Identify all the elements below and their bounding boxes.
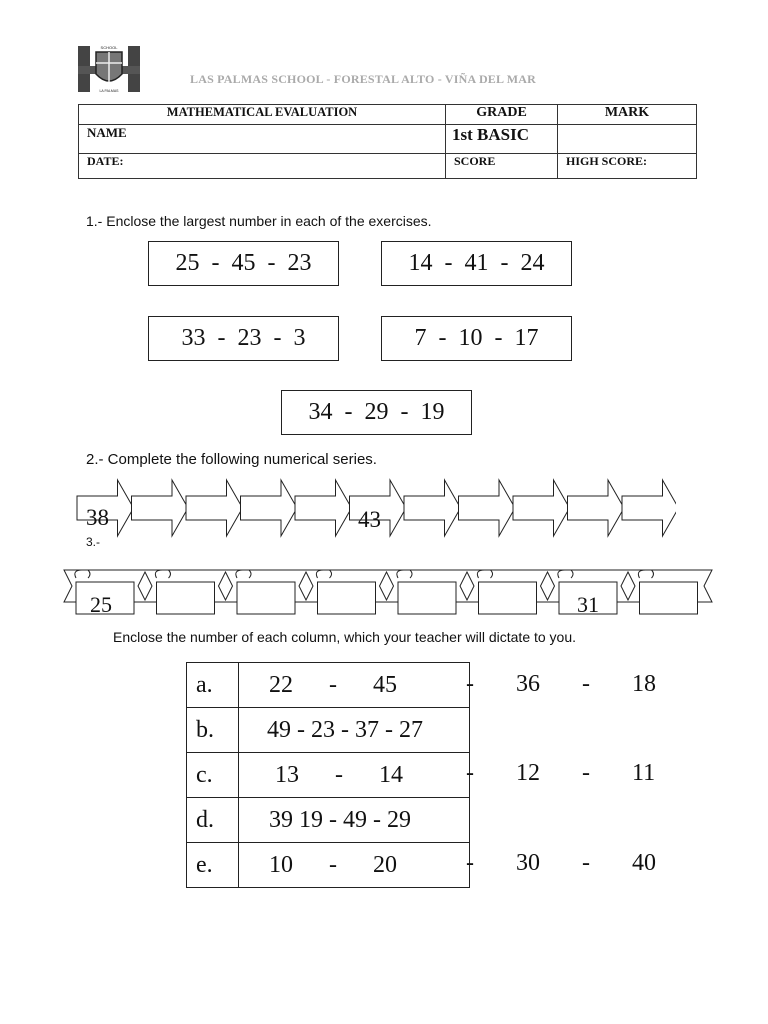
mark-field[interactable]: [558, 125, 697, 154]
row-c-extra-numbers[interactable]: - 12 - 11: [466, 760, 656, 786]
row-numbers[interactable]: 10 - 20: [239, 843, 470, 888]
arrow-step-box[interactable]: [295, 480, 352, 536]
row-letter: b.: [187, 708, 239, 753]
arrow-step-box[interactable]: [404, 480, 461, 536]
ribbon-curl: [638, 570, 653, 578]
row-numbers[interactable]: 13 - 14: [239, 753, 470, 798]
arrow-step-box[interactable]: [241, 480, 298, 536]
ribbon-answer-box[interactable]: [318, 582, 376, 614]
row-numbers[interactable]: 22 - 45: [239, 663, 470, 708]
logo-text-top: SCHOOL: [100, 45, 118, 50]
ribbon-curl: [558, 570, 573, 578]
name-label: NAME: [87, 125, 127, 140]
row-letter: d.: [187, 798, 239, 843]
ribbon-curl: [477, 570, 492, 578]
name-field[interactable]: [79, 125, 446, 154]
grade-label: GRADE: [446, 105, 558, 125]
ribbon-curl: [75, 570, 90, 578]
number-box-1[interactable]: 25 - 45 - 23: [148, 241, 339, 286]
arrow-step-box[interactable]: [622, 480, 676, 536]
row-letter: c.: [187, 753, 239, 798]
ribbon-curl: [236, 570, 251, 578]
exercise3-label: 3.-: [86, 535, 101, 549]
dictation-row: [187, 708, 470, 753]
ribbon-curl: [397, 570, 412, 578]
row-numbers[interactable]: 39 19 - 49 - 29: [239, 798, 470, 843]
dictation-row: [187, 753, 470, 798]
date-label: DATE:: [87, 154, 124, 168]
number-box-4[interactable]: 7 - 10 - 17: [381, 316, 572, 361]
row-a-extra-numbers[interactable]: - 36 - 18: [466, 671, 656, 697]
ribbon-value-late: 31: [577, 592, 599, 617]
ribbon-answer-box[interactable]: [157, 582, 215, 614]
high-score-label: HIGH SCORE:: [566, 154, 648, 168]
number-box-2[interactable]: 14 - 41 - 24: [381, 241, 572, 286]
exercise4-instruction: Enclose the number of each column, which your teacher will dictate to you.: [113, 629, 577, 645]
arrow-step-box[interactable]: [513, 480, 570, 536]
row-letter: a.: [187, 663, 239, 708]
date-field[interactable]: [79, 154, 446, 179]
ribbon-answer-box[interactable]: [237, 582, 295, 614]
arrow-step-box[interactable]: [132, 480, 189, 536]
ribbon-answer-box[interactable]: [479, 582, 537, 614]
ribbon-curl: [155, 570, 170, 578]
exercise2-instruction: 2.- Complete the following numerical series.: [86, 451, 377, 468]
dictation-row: [187, 663, 470, 708]
arrow-step-box[interactable]: [459, 480, 516, 536]
logo-text-bottom: LA PALMAS: [99, 89, 119, 93]
number-box-3[interactable]: 33 - 23 - 3: [148, 316, 339, 361]
arrow-value-start: 38: [86, 505, 109, 530]
school-crest-logo: [74, 44, 144, 94]
row-numbers[interactable]: 49 - 23 - 37 - 27: [239, 708, 470, 753]
ribbon-answer-box[interactable]: [640, 582, 698, 614]
score-field[interactable]: [446, 154, 558, 179]
arrow-step-box[interactable]: [186, 480, 243, 536]
score-label: SCORE: [454, 154, 496, 168]
mark-label: MARK: [558, 105, 697, 125]
exercise1-instruction: 1.- Enclose the largest number in each of the exercises.: [86, 213, 432, 229]
evaluation-title: MATHEMATICAL EVALUATION: [79, 105, 446, 125]
grade-value: 1st BASIC: [446, 125, 558, 154]
evaluation-info-table: [78, 104, 697, 179]
school-name-line: LAS PALMAS SCHOOL - FORESTAL ALTO - VIÑA DEL MAR: [190, 72, 537, 86]
high-score-field[interactable]: [558, 154, 697, 179]
arrow-step-box[interactable]: [568, 480, 625, 536]
row-e-extra-numbers[interactable]: - 30 - 40: [466, 850, 656, 876]
dictation-row: [187, 798, 470, 843]
ribbon-series: [62, 566, 714, 618]
ribbon-value-start: 25: [90, 592, 112, 617]
dictation-table: [186, 662, 470, 888]
number-box-5[interactable]: 34 - 29 - 19: [281, 390, 472, 435]
row-letter: e.: [187, 843, 239, 888]
dictation-row: [187, 843, 470, 888]
ribbon-curl: [316, 570, 331, 578]
arrow-value-middle: 43: [358, 507, 381, 532]
ribbon-answer-box[interactable]: [398, 582, 456, 614]
